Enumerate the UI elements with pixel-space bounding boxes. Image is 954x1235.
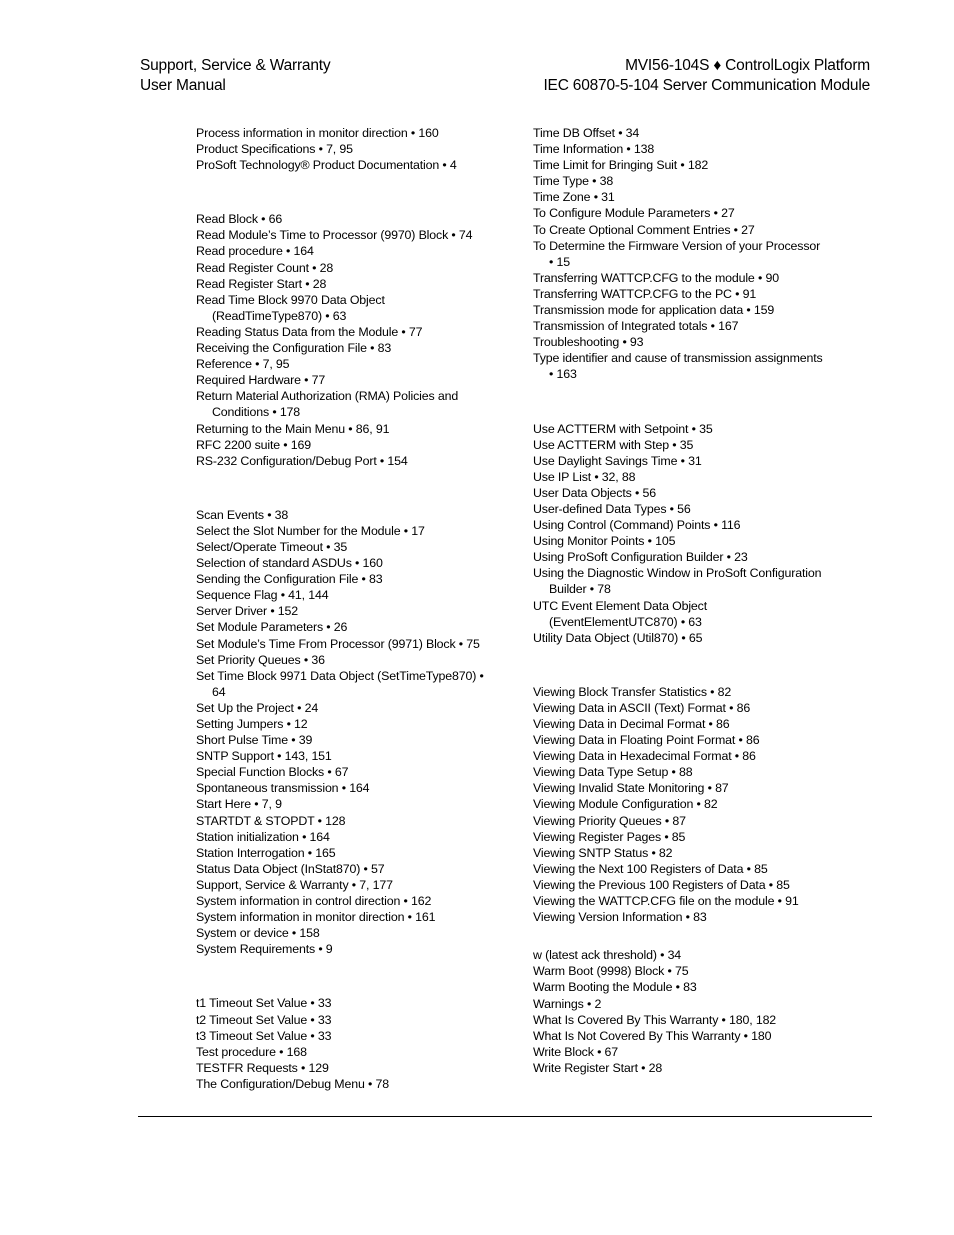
index-entry-continuation: • 15 (549, 254, 570, 269)
index-group-r (196, 211, 496, 469)
header-section-title: Support, Service & Warranty (140, 57, 331, 74)
index-entry: Viewing Data in Floating Point Format • 86 (533, 733, 760, 748)
index-entry: Reading Status Data from the Module • 77 (196, 324, 423, 339)
index-group-t (196, 995, 496, 1092)
index-entry: What Is Covered By This Warranty • 180, 182 (533, 1012, 777, 1027)
index-entry: User-defined Data Types • 56 (533, 501, 691, 516)
index-entry: Test procedure • 168 (196, 1044, 307, 1059)
index-column-right (533, 125, 833, 1076)
index-entry: To Determine the Firmware Version of your Processor (533, 238, 821, 253)
index-entry: Viewing Version Information • 83 (533, 910, 707, 925)
header-right (543, 56, 870, 96)
index-group-v (533, 684, 833, 925)
index-entry: Returning to the Main Menu • 86, 91 (196, 421, 390, 436)
index-entry: Read procedure • 164 (196, 244, 314, 259)
index-entry: t3 Timeout Set Value • 33 (196, 1028, 332, 1043)
index-entry: Sending the Configuration File • 83 (196, 572, 383, 587)
index-entry: Station Interrogation • 165 (196, 845, 336, 860)
index-entry: Required Hardware • 77 (196, 373, 326, 388)
index-entry: Set Up the Project • 24 (196, 700, 319, 715)
index-entry: Use IP List • 32, 88 (533, 469, 636, 484)
index-entry: ProSoft Technology® Product Documentation • 4 (196, 158, 457, 173)
index-entry: Use ACTTERM with Step • 35 (533, 437, 694, 452)
index-entry: Status Data Object (InStat870) • 57 (196, 861, 385, 876)
index-entry: To Configure Module Parameters • 27 (533, 206, 735, 221)
index-entry-continuation: Conditions • 178 (212, 405, 301, 420)
index-entry: Viewing the Next 100 Registers of Data • 85 (533, 861, 768, 876)
index-group-p (196, 125, 496, 173)
index-entry: Read Module’s Time to Processor (9970) Block • 74 (196, 228, 473, 243)
index-entry: SNTP Support • 143, 151 (196, 749, 332, 764)
index-entry: Reference • 7, 95 (196, 357, 290, 372)
index-entry: Viewing Block Transfer Statistics • 82 (533, 684, 732, 699)
index-entry: Using Control (Command) Points • 116 (533, 518, 741, 533)
index-entry: Using ProSoft Configuration Builder • 23 (533, 550, 748, 565)
index-entry-continuation: Builder • 78 (549, 582, 611, 597)
index-entry: Set Priority Queues • 36 (196, 652, 325, 667)
index-entry: Time Zone • 31 (533, 190, 615, 205)
index-entry: Read Register Start • 28 (196, 276, 327, 291)
index-entry: Read Block • 66 (196, 212, 283, 227)
index-column-left (196, 125, 496, 1092)
index-entry: Viewing Data in Decimal Format • 86 (533, 717, 730, 731)
index-entry: Viewing the WATTCP.CFG file on the module • 91 (533, 894, 799, 909)
index-entry: Troubleshooting • 93 (533, 335, 644, 350)
index-group-w (533, 947, 833, 1076)
section-gap (533, 383, 833, 421)
index-entry: Selection of standard ASDUs • 160 (196, 556, 383, 571)
index-entry: Select the Slot Number for the Module • 17 (196, 523, 425, 538)
index-group-s (196, 507, 496, 958)
index-entry: Start Here • 7, 9 (196, 797, 282, 812)
index-entry: Viewing Data in Hexadecimal Format • 86 (533, 749, 756, 764)
index-entry: Viewing Priority Queues • 87 (533, 813, 686, 828)
header-product-title: MVI56-104S ♦ ControlLogix Platform (625, 57, 870, 74)
section-gap (533, 646, 833, 684)
index-entry: Viewing SNTP Status • 82 (533, 845, 673, 860)
index-entry: Transmission of Integrated totals • 167 (533, 319, 739, 334)
index-entry-continuation: 64 (212, 684, 226, 699)
index-entry: t1 Timeout Set Value • 33 (196, 996, 332, 1011)
index-entry: Time Type • 38 (533, 174, 614, 189)
index-entry: Utility Data Object (Util870) • 65 (533, 630, 703, 645)
index-entry: Read Register Count • 28 (196, 260, 334, 275)
index-entry: Viewing Data in ASCII (Text) Format • 86 (533, 700, 751, 715)
index-entry: Viewing Register Pages • 85 (533, 829, 686, 844)
index-group-t-cont (533, 125, 833, 383)
header-left (140, 56, 330, 96)
index-group-u (533, 421, 833, 646)
index-entry: Viewing Module Configuration • 82 (533, 797, 718, 812)
index-entry: Time DB Offset • 34 (533, 126, 640, 140)
index-entry: Use Daylight Savings Time • 31 (533, 453, 702, 468)
index-entry: RS-232 Configuration/Debug Port • 154 (196, 453, 408, 468)
index-entry: Viewing the Previous 100 Registers of Data • 85 (533, 877, 790, 892)
index-entry: Set Module’s Time From Processor (9971) Block • 75 (196, 636, 480, 651)
index-entry: t2 Timeout Set Value • 33 (196, 1012, 332, 1027)
index-entry: Spontaneous transmission • 164 (196, 781, 370, 796)
section-gap (533, 925, 833, 947)
index-entry: Warm Boot (9998) Block • 75 (533, 964, 689, 979)
index-entry: Type identifier and cause of transmission assignments (533, 351, 823, 366)
section-gap (196, 173, 496, 211)
index-entry: Write Block • 67 (533, 1044, 619, 1059)
index-entry: System information in control direction • 162 (196, 894, 432, 909)
index-entry: Write Register Start • 28 (533, 1060, 663, 1075)
index-entry: Support, Service & Warranty • 7, 177 (196, 877, 393, 892)
index-entry: w (latest ack threshold) • 34 (533, 948, 682, 963)
index-entry: Using Monitor Points • 105 (533, 534, 676, 549)
index-entry-continuation: (ReadTimeType870) • 63 (212, 308, 347, 323)
index-entry: Warm Booting the Module • 83 (533, 980, 697, 995)
index-entry: TESTFR Requests • 129 (196, 1060, 329, 1075)
index-entry: Return Material Authorization (RMA) Policies and (196, 389, 459, 404)
index-entry: Transferring WATTCP.CFG to the PC • 91 (533, 286, 757, 301)
index-entry: Server Driver • 152 (196, 604, 299, 619)
index-entry: Using the Diagnostic Window in ProSoft Configuration (533, 566, 822, 581)
index-entry: User Data Objects • 56 (533, 485, 656, 500)
index-entry: Process information in monitor direction • 160 (196, 126, 439, 140)
index-entry: RFC 2200 suite • 169 (196, 437, 311, 452)
header-doc-type: User Manual (140, 77, 226, 94)
section-gap (196, 469, 496, 507)
index-entry: Transmission mode for application data • 159 (533, 303, 775, 318)
index-entry: System or device • 158 (196, 926, 320, 941)
index-entry: Set Module Parameters • 26 (196, 620, 348, 635)
index-entry: Special Function Blocks • 67 (196, 765, 349, 780)
index-entry: Time Information • 138 (533, 142, 655, 157)
index-entry: Product Specifications • 7, 95 (196, 142, 353, 157)
index-entry: Receiving the Configuration File • 83 (196, 341, 392, 356)
index-entry: Sequence Flag • 41, 144 (196, 588, 329, 603)
index-entry: Station initialization • 164 (196, 829, 330, 844)
index-entry: The Configuration/Debug Menu • 78 (196, 1076, 389, 1091)
index-entry: Set Time Block 9971 Data Object (SetTimeType870) • (196, 668, 484, 683)
index-entry: What Is Not Covered By This Warranty • 180 (533, 1028, 772, 1043)
index-entry: Read Time Block 9970 Data Object (196, 292, 385, 307)
index-entry: System Requirements • 9 (196, 942, 333, 957)
index-entry: Use ACTTERM with Setpoint • 35 (533, 421, 713, 436)
header-product-subtitle: IEC 60870-5-104 Server Communication Module (543, 77, 870, 94)
index-entry: Warnings • 2 (533, 996, 602, 1011)
index-entry-continuation: (EventElementUTC870) • 63 (549, 614, 702, 629)
index-entry: Select/Operate Timeout • 35 (196, 539, 348, 554)
section-gap (196, 957, 496, 995)
index-entry: Time Limit for Bringing Suit • 182 (533, 158, 709, 173)
index-entry: UTC Event Element Data Object (533, 598, 708, 613)
index-entry: Viewing Data Type Setup • 88 (533, 765, 693, 780)
index-entry: Setting Jumpers • 12 (196, 717, 308, 731)
index-entry: To Create Optional Comment Entries • 27 (533, 222, 755, 237)
index-entry-continuation: • 163 (549, 367, 577, 382)
index-entry: STARTDT & STOPDT • 128 (196, 813, 346, 828)
index-entry: Scan Events • 38 (196, 507, 289, 522)
footer-rule (138, 1116, 872, 1117)
index-entry: Transferring WATTCP.CFG to the module • 90 (533, 270, 779, 285)
index-entry: System information in monitor direction • 161 (196, 910, 436, 925)
index-entry: Viewing Invalid State Monitoring • 87 (533, 781, 729, 796)
index-entry: Short Pulse Time • 39 (196, 733, 313, 748)
